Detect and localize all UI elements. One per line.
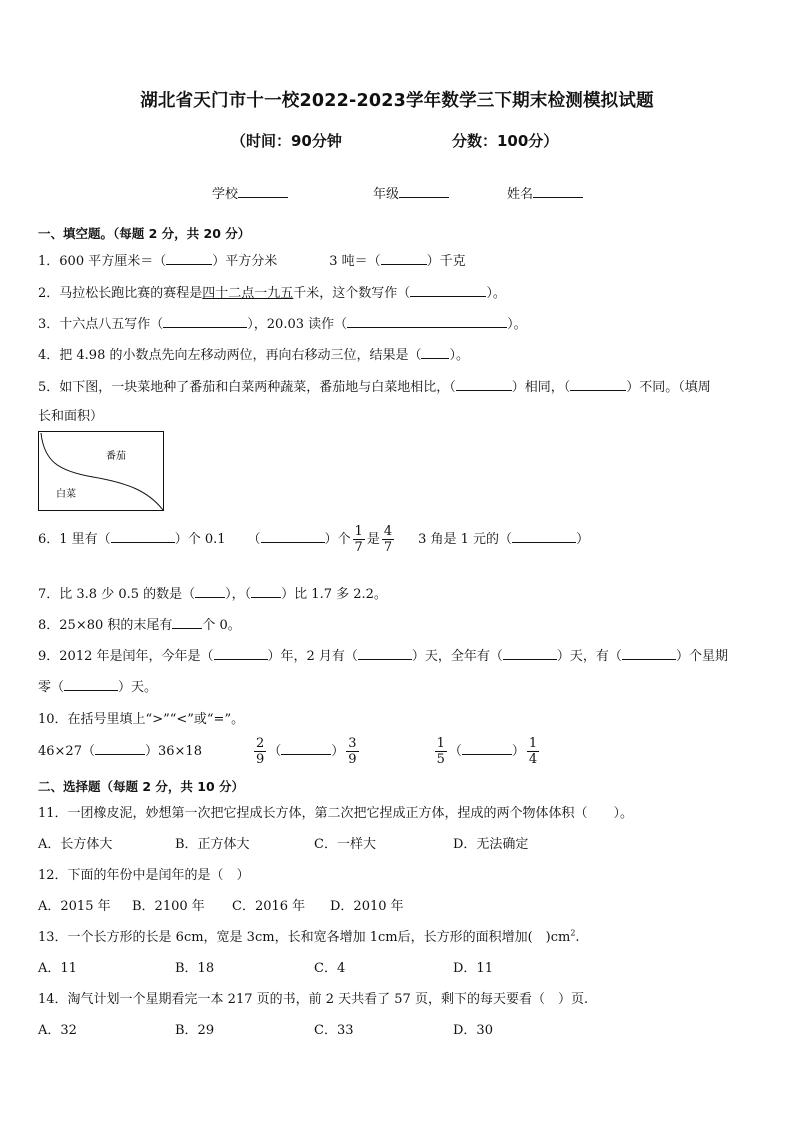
time-label: （时间：90分钟 [231,132,342,150]
question-4: 4．把 4.98 的小数点先向左移动两位，再向右移动三位，结果是（ ）。 [38,344,469,363]
vegetable-plot-diagram [38,431,164,511]
answer-blank[interactable] [622,645,676,660]
page-title: 湖北省天门市十一校2022-2023学年数学三下期末检测模拟试题 [140,91,654,111]
option-c[interactable]: C．33 [314,1023,354,1038]
question-6: 6．1 里有（ ）个 0.1 （ ）个 $\frac{1}{7}$ 是 $\frac{4}{7}$ 3 角是 1 元的（ ） [38,524,590,555]
option-b[interactable]: B．正方体大 [175,837,250,852]
answer-blank[interactable] [64,676,118,691]
answer-blank[interactable] [456,376,512,391]
section-2-heading: 二、选择题（每题 2 分，共 10 分） [38,779,245,794]
answer-blank[interactable] [281,740,331,755]
question-2: 2．马拉松长跑比赛的赛程是四十二点一九五千米，这个数写作（ ）。 [38,282,506,301]
grade-field[interactable] [373,183,449,202]
question-1: 1．600 平方厘米＝（ ）平方分米 3 吨＝（ ）千克 [38,250,466,269]
option-d[interactable]: D．30 [453,1023,493,1038]
answer-blank[interactable] [570,376,626,391]
question-5-cont: 长和面积） [38,409,104,424]
question-13: 13．一个长方形的长是 6cm，宽是 3cm，长和宽各增加 1cm后，长方形的面积增加( )$cm^2$. [38,928,580,945]
option-b[interactable]: B．29 [175,1023,215,1038]
tomato-label: 番茄 [106,451,126,462]
grade-label: 年级 [373,187,400,202]
option-b[interactable]: B．2100 年 [132,899,205,914]
question-11: 11．一团橡皮泥，妙想第一次把它捏成长方体，第二次把它捏成正方体，捏成的两个物体体积（ ）。 [38,806,634,821]
score-label: 分数：100分） [452,132,559,150]
option-d[interactable]: D．2010 年 [330,899,404,914]
question-9-cont: 零（ ）天。 [38,676,157,695]
answer-blank[interactable] [261,528,325,543]
answer-blank[interactable] [410,282,486,297]
option-c[interactable]: C．一样大 [314,837,376,852]
question-3: 3．十六点八五写作（ ），20.03 读作（ ）。 [38,313,527,332]
option-b[interactable]: B．18 [175,961,215,976]
answer-blank[interactable] [172,614,202,629]
answer-blank[interactable] [512,528,576,543]
answer-blank[interactable] [195,583,225,598]
option-a[interactable]: A．2015 年 [38,899,111,914]
question-5: 5．如下图，一块菜地种了番茄和白菜两种蔬菜，番茄地与白菜地相比，（ ）相同，（ ）不同。（填周 [38,376,711,395]
answer-blank[interactable] [347,313,507,328]
option-a[interactable]: A．11 [38,961,77,976]
name-field[interactable] [507,183,583,202]
answer-blank[interactable] [95,740,145,755]
school-label: 学校 [212,187,239,202]
answer-blank[interactable] [214,645,268,660]
option-d[interactable]: D．无法确定 [453,837,529,852]
question-14: 14．淘气计划一个星期看完一本 217 页的书，前 2 天共看了 57 页，剩下的每天要看（ ）页. [38,992,589,1007]
answer-blank[interactable] [462,740,512,755]
answer-blank[interactable] [166,250,212,265]
answer-blank[interactable] [251,583,281,598]
answer-blank[interactable] [111,528,175,543]
question-9: 9．2012 年是闰年，今年是（ ）年，2 月有（ ）天，全年有（ ）天，有（ ）个星期 [38,645,728,664]
question-7: 7．比 3.8 少 0.5 的数是（ ），（ ）比 1.7 多 2.2。 [38,583,387,602]
answer-blank[interactable] [503,645,557,660]
fraction-4-7: $\frac{4}{7}$ [383,524,393,555]
answer-blank[interactable] [381,250,427,265]
section-1-heading: 一、填空题。（每题 2 分，共 20 分） [38,226,251,241]
school-field[interactable] [212,183,288,202]
option-a[interactable]: A．32 [38,1023,77,1038]
cabbage-label: 白菜 [56,489,76,500]
answer-blank[interactable] [421,344,449,359]
question-10-items: 46×27（ ）36×18 $\frac{2}{9}$ （ ） $\frac{3}{9}$ $\frac{1}{5}$ （ ） $\frac{1}{4}$ [38,736,538,767]
fraction-1-7: $\frac{1}{7}$ [354,524,363,555]
option-a[interactable]: A．长方体大 [38,837,113,852]
name-label: 姓名 [507,187,534,202]
option-c[interactable]: C．2016 年 [232,899,306,914]
question-10: 10．在括号里填上“>”“<”或“=”。 [38,712,245,727]
option-d[interactable]: D．11 [453,961,493,976]
question-8: 8．25×80 积的末尾有 个 0。 [38,614,241,633]
option-c[interactable]: C．4 [314,961,346,976]
answer-blank[interactable] [163,313,247,328]
question-12: 12．下面的年份中是闰年的是（ ） [38,868,250,883]
answer-blank[interactable] [358,645,412,660]
